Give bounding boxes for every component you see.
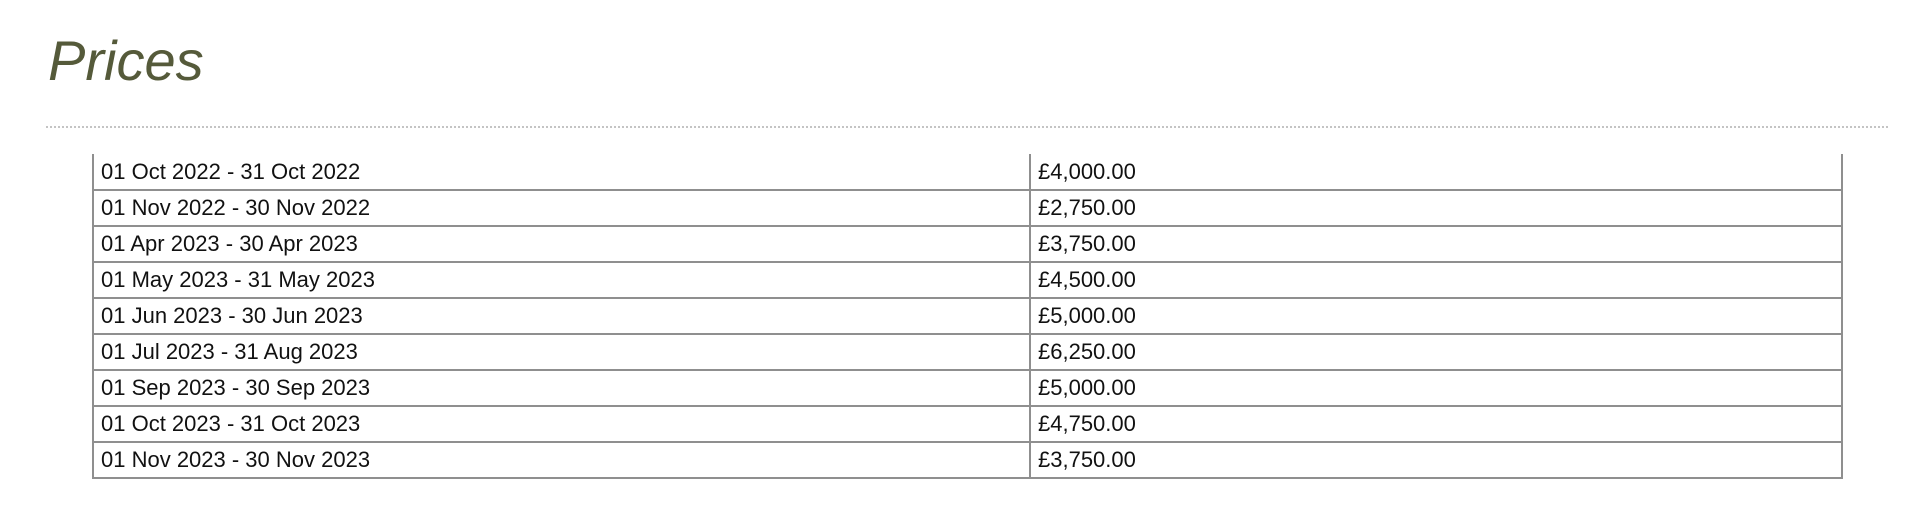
period-cell: 01 Jul 2023 - 31 Aug 2023 [93, 334, 1030, 370]
price-cell: £4,000.00 [1030, 154, 1842, 190]
table-row [93, 154, 1842, 190]
price-cell: £2,750.00 [1030, 190, 1842, 226]
period-cell: 01 Oct 2023 - 31 Oct 2023 [93, 406, 1030, 442]
price-cell: £4,500.00 [1030, 262, 1842, 298]
price-cell: £5,000.00 [1030, 298, 1842, 334]
period-cell: 01 Jun 2023 - 30 Jun 2023 [93, 298, 1030, 334]
period-cell: 01 May 2023 - 31 May 2023 [93, 262, 1030, 298]
price-cell: £4,750.00 [1030, 406, 1842, 442]
title-divider [46, 126, 1888, 128]
period-cell: 01 Apr 2023 - 30 Apr 2023 [93, 226, 1030, 262]
table-row [93, 370, 1842, 406]
price-cell: £3,750.00 [1030, 442, 1842, 478]
period-cell: 01 Sep 2023 - 30 Sep 2023 [93, 370, 1030, 406]
table-row [93, 262, 1842, 298]
table-row [93, 334, 1842, 370]
prices-table [92, 154, 1843, 479]
table-row [93, 442, 1842, 478]
period-cell: 01 Nov 2022 - 30 Nov 2022 [93, 190, 1030, 226]
price-cell: £6,250.00 [1030, 334, 1842, 370]
table-row [93, 226, 1842, 262]
table-row [93, 190, 1842, 226]
period-cell: 01 Oct 2022 - 31 Oct 2022 [93, 154, 1030, 190]
price-cell: £3,750.00 [1030, 226, 1842, 262]
price-cell: £5,000.00 [1030, 370, 1842, 406]
period-cell: 01 Nov 2023 - 30 Nov 2023 [93, 442, 1030, 478]
table-row [93, 298, 1842, 334]
table-row [93, 406, 1842, 442]
prices-table-body [93, 154, 1842, 478]
page-title: Prices [48, 29, 204, 92]
